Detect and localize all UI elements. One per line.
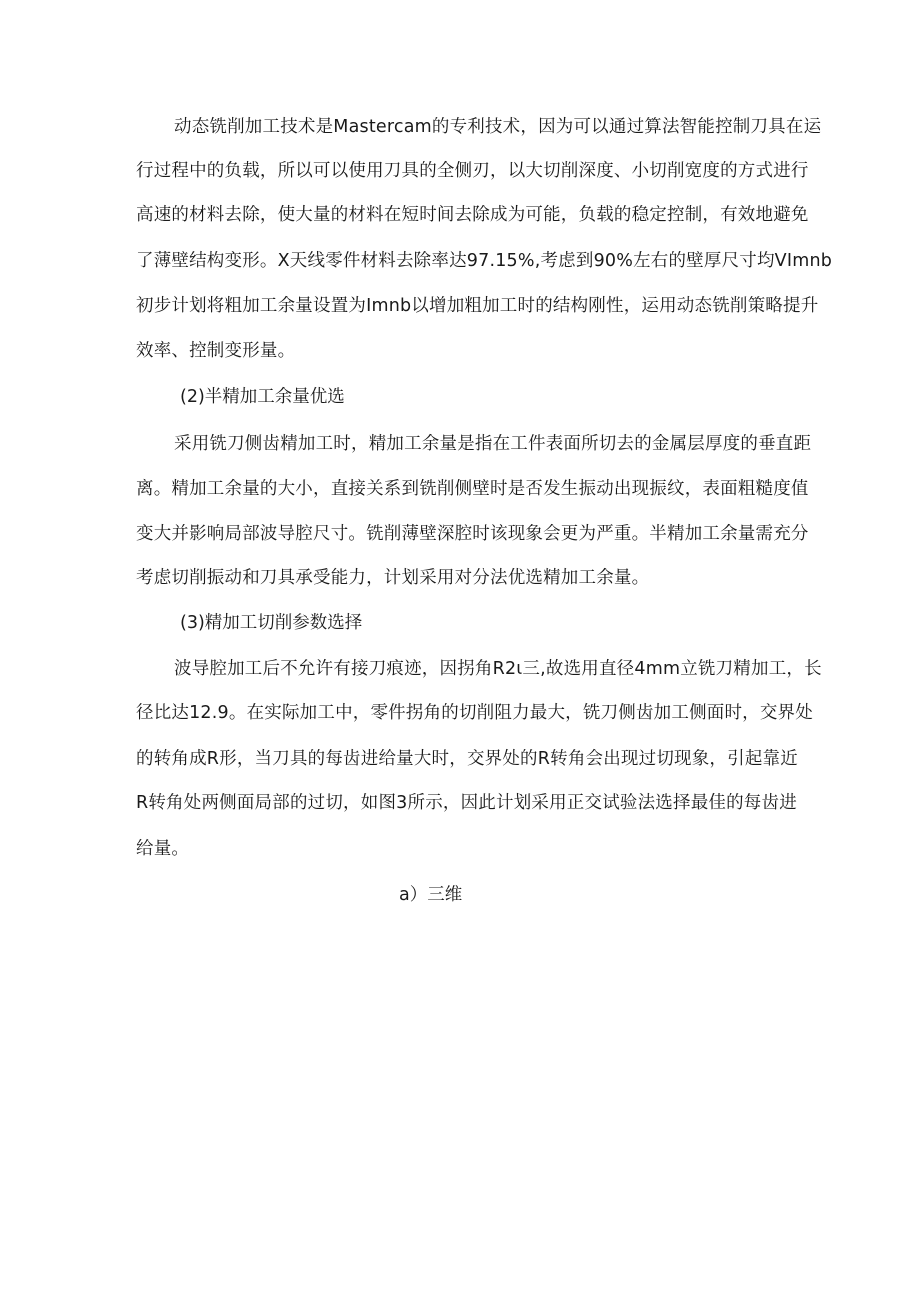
- figure-caption: a）三维: [399, 885, 463, 905]
- paragraph-2-line-2: 离。精加工余量的大小，直接关系到铣削侧壁时是否发生振动出现振纹，表面粗糙度值: [136, 479, 809, 499]
- paragraph-1-line-3: 高速的材料去除，使大量的材料在短时间去除成为可能，负载的稳定控制，有效地避免: [136, 205, 809, 225]
- section-heading-2: (2)半精加工余量优选: [180, 387, 345, 407]
- section-heading-3: (3)精加工切削参数选择: [180, 613, 363, 633]
- paragraph-2-line-4: 考虑切削振动和刀具承受能力，计划采用对分法优选精加工余量。: [136, 568, 650, 588]
- paragraph-1-line-4: 了薄壁结构变形。X天线零件材料去除率达97.15%,考虑到90%左右的壁厚尺寸均VImnb: [136, 251, 833, 271]
- paragraph-2-line-1: 采用铣刀侧齿精加工时，精加工余量是指在工件表面所切去的金属层厚度的垂直距: [174, 434, 812, 454]
- paragraph-1-line-1: 动态铣削加工技术是Mastercam的专利技术，因为可以通过算法智能控制刀具在运: [174, 117, 822, 137]
- paragraph-1-line-2: 行过程中的负载，所以可以使用刀具的全侧刃，以大切削深度、小切削宽度的方式进行: [136, 161, 809, 181]
- paragraph-1-line-5: 初步计划将粗加工余量设置为Imnb以增加粗加工时的结构刚性，运用动态铣削策略提升: [136, 296, 819, 316]
- paragraph-3-line-3: 的转角成R形，当刀具的每齿进给量大时，交界处的R转角会出现过切现象，引起靠近: [136, 749, 798, 769]
- paragraph-3-line-2: 径比达12.9。在实际加工中，零件拐角的切削阻力最大，铣刀侧齿加工侧面时，交界处: [136, 703, 813, 723]
- paragraph-3-line-5: 给量。: [136, 839, 190, 859]
- paragraph-1-line-6: 效率、控制变形量。: [136, 341, 296, 361]
- paragraph-2-line-3: 变大并影响局部波导腔尺寸。铣削薄壁深腔时该现象会更为严重。半精加工余量需充分: [136, 524, 809, 544]
- paragraph-3-line-4: R转角处两侧面局部的过切，如图3所示，因此计划采用正交试验法选择最佳的每齿进: [136, 793, 797, 813]
- paragraph-3-line-1: 波导腔加工后不允许有接刀痕迹，因拐角R2ι三,故选用直径4mm立铣刀精加工，长: [174, 659, 822, 679]
